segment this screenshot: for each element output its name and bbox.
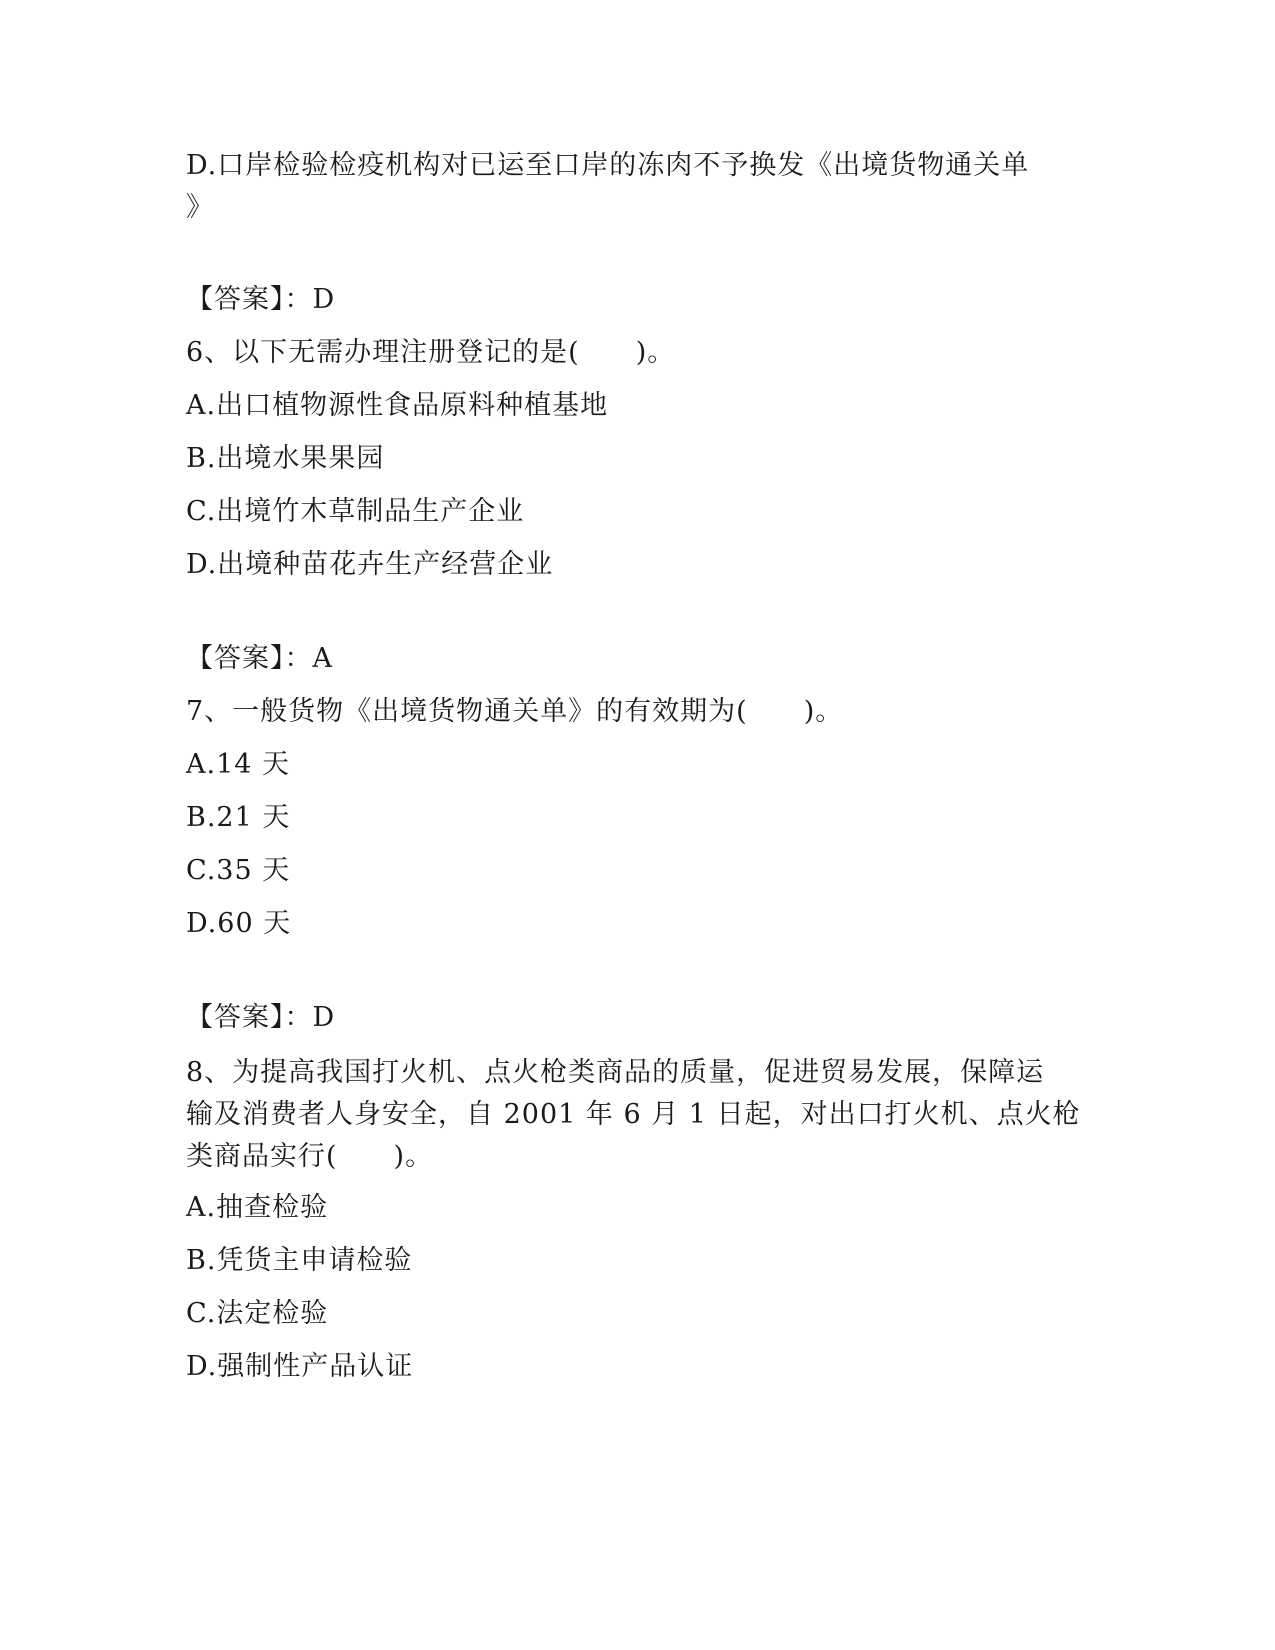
q6-option-a: A.出口植物源性食品原料种植基地 bbox=[186, 390, 609, 421]
q6-question: 6、以下无需办理注册登记的是( )。 bbox=[186, 337, 676, 368]
q8-question-line1: 8、为提高我国打火机、点火枪类商品的质量，促进贸易发展，保障运 bbox=[186, 1057, 1045, 1088]
q7-option-b: B.21 天 bbox=[186, 802, 291, 833]
q7-option-a: A.14 天 bbox=[186, 749, 291, 780]
q8-option-b: B.凭货主申请检验 bbox=[186, 1245, 413, 1276]
q7-option-d: D.60 天 bbox=[186, 908, 292, 939]
q7-option-c: C.35 天 bbox=[186, 855, 291, 886]
q6-answer: 【答案】：A bbox=[186, 643, 333, 674]
q7-answer: 【答案】：D bbox=[186, 1002, 336, 1033]
q5-answer: 【答案】：D bbox=[186, 284, 336, 315]
q8-option-c: C.法定检验 bbox=[186, 1298, 329, 1329]
q8-option-d: D.强制性产品认证 bbox=[186, 1351, 414, 1382]
q8-question-line3: 类商品实行( )。 bbox=[186, 1141, 434, 1172]
q5-option-d-line1: D.口岸检验检疫机构对已运至口岸的冻肉不予换发《出境货物通关单 bbox=[186, 150, 1030, 181]
q8-option-a: A.抽查检验 bbox=[186, 1192, 329, 1223]
q5-option-d-line2: 》 bbox=[186, 192, 214, 223]
q6-option-c: C.出境竹木草制品生产企业 bbox=[186, 496, 525, 527]
q7-question: 7、一般货物《出境货物通关单》的有效期为( )。 bbox=[186, 696, 844, 727]
q6-option-b: B.出境水果果园 bbox=[186, 443, 385, 474]
q8-question-line2: 输及消费者人身安全，自 2001 年 6 月 1 日起，对出口打火机、点火枪 bbox=[186, 1099, 1081, 1130]
q6-option-d: D.出境种苗花卉生产经营企业 bbox=[186, 549, 554, 580]
